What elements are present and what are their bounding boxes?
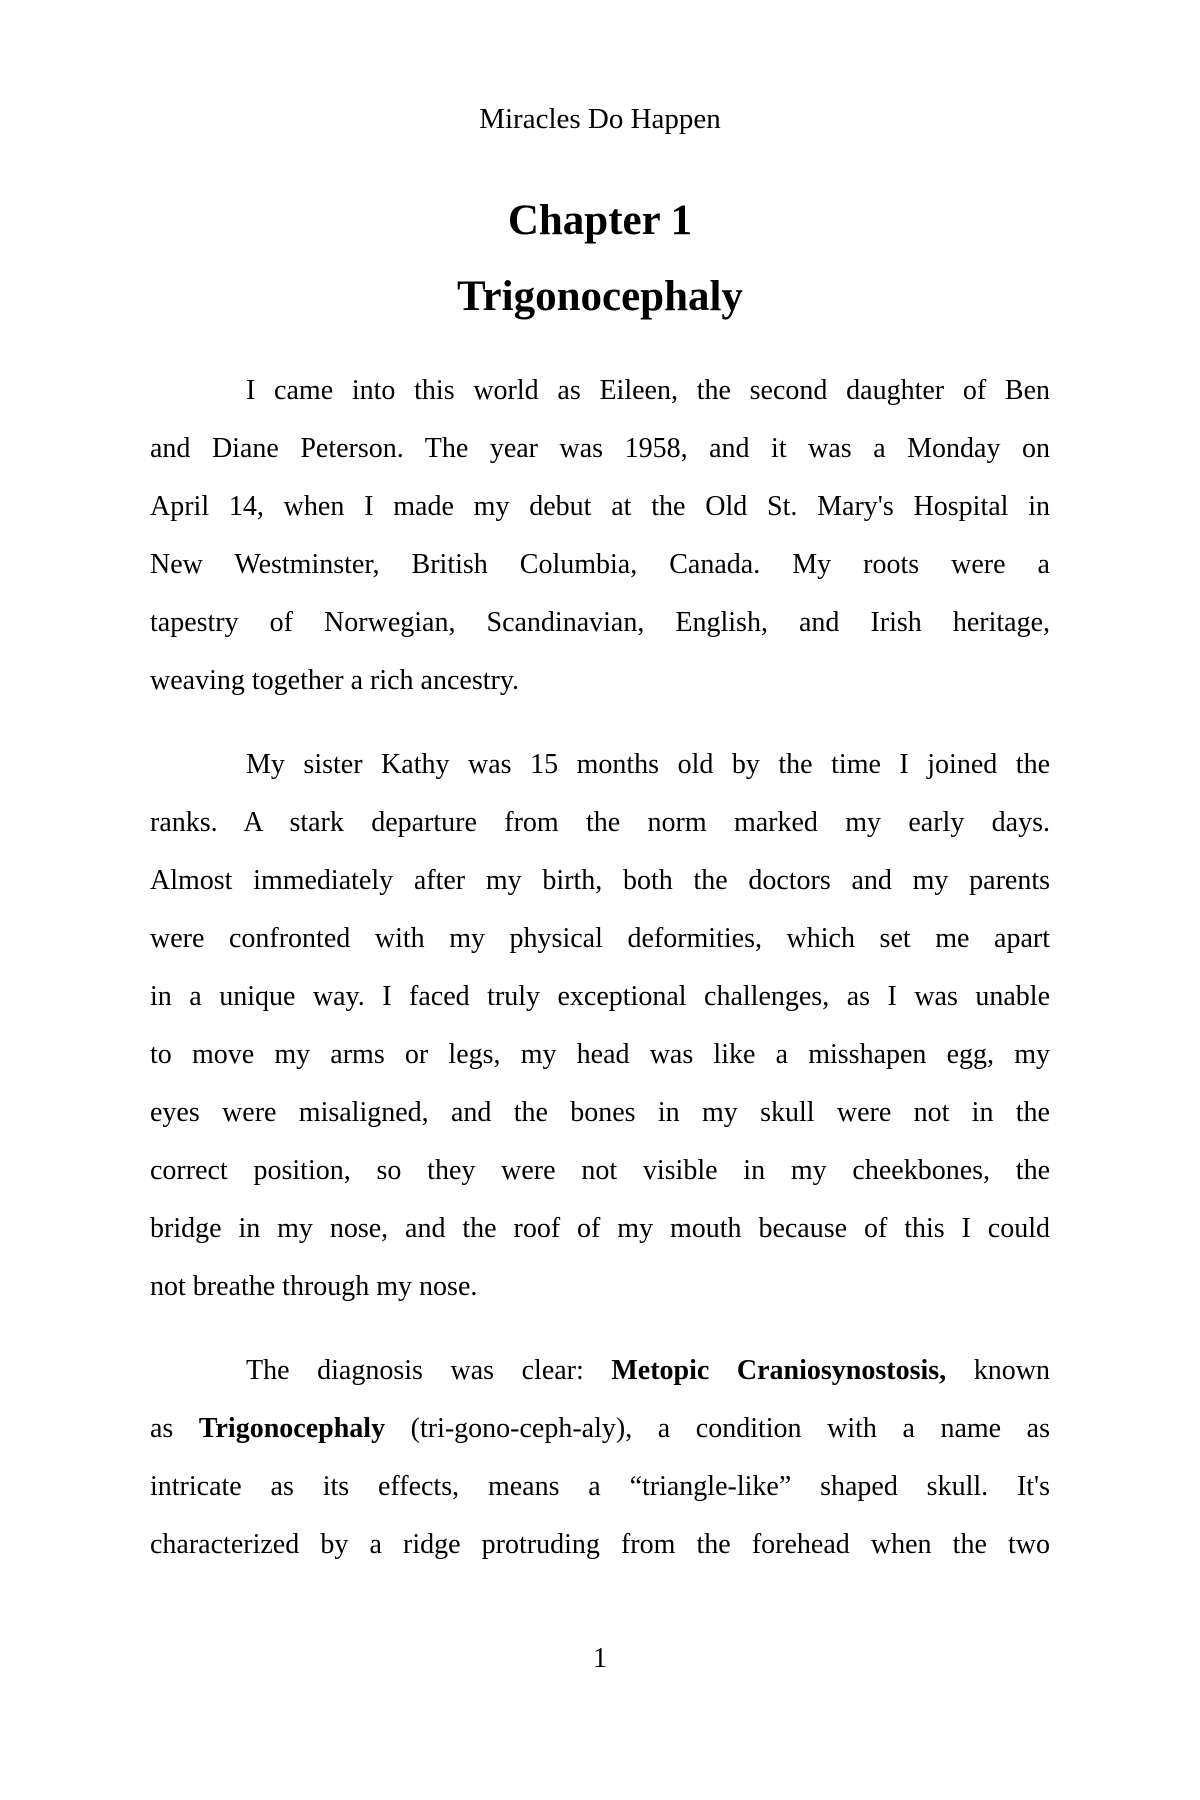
text-line	[150, 1084, 1050, 1142]
bold-text: Metopic Craniosynostosis,	[611, 1355, 947, 1386]
text-line	[150, 594, 1050, 652]
paragraph	[150, 1342, 1050, 1574]
chapter-heading: Chapter 1	[507, 197, 693, 244]
text-line	[150, 1026, 1050, 1084]
chapter-title: Trigonocephaly	[457, 273, 743, 320]
text-segment: and Diane Peterson. The year was 1958, and it was a Monday on	[150, 433, 1050, 464]
text-segment: bridge in my nose, and the roof of my mouth because of this I could	[150, 1213, 1050, 1244]
text-line	[150, 794, 1050, 852]
text-line	[150, 1342, 1050, 1400]
text-segment: weaving together a rich ancestry.	[150, 665, 520, 696]
text-line	[150, 478, 1050, 536]
text-line	[150, 652, 1050, 710]
bold-text: Trigonocephaly	[198, 1413, 386, 1444]
text-line	[150, 736, 1050, 794]
text-segment: Almost immediately after my birth, both the doctors and my parents	[150, 865, 1050, 896]
text-line	[150, 362, 1050, 420]
paragraph	[150, 362, 1050, 710]
text-segment: New Westminster, British Columbia, Canada. My roots were a	[150, 549, 1050, 580]
text-segment: eyes were misaligned, and the bones in my skull were not in the	[150, 1097, 1050, 1128]
text-segment: I came into this world as Eileen, the second daughter of Ben	[246, 375, 1050, 406]
text-line	[150, 1200, 1050, 1258]
running-title: Miracles Do Happen	[479, 103, 721, 135]
text-segment: The diagnosis was clear:	[246, 1355, 612, 1386]
text-line	[150, 852, 1050, 910]
text-line	[150, 1516, 1050, 1574]
text-line	[150, 420, 1050, 478]
text-line	[150, 1400, 1050, 1458]
page-number: 1	[593, 1643, 607, 1674]
text-segment: known	[946, 1355, 1050, 1386]
text-segment: My sister Kathy was 15 months old by the time I joined the	[246, 749, 1050, 780]
text-segment: intricate as its effects, means a “triangle-like” shaped skull. It's	[150, 1471, 1050, 1502]
text-line	[150, 1258, 1050, 1316]
text-segment: characterized by a ridge protruding from the forehead when the two	[150, 1529, 1050, 1560]
text-line	[150, 1142, 1050, 1200]
text-segment: as	[150, 1413, 199, 1444]
text-line	[150, 536, 1050, 594]
text-segment: ranks. A stark departure from the norm marked my early days.	[150, 807, 1050, 838]
text-segment: not breathe through my nose.	[150, 1271, 478, 1302]
text-segment: tapestry of Norwegian, Scandinavian, English, and Irish heritage,	[150, 607, 1050, 638]
text-segment: (tri-gono-ceph-aly), a condition with a name as	[385, 1413, 1050, 1444]
text-segment: April 14, when I made my debut at the Old St. Mary's Hospital in	[150, 491, 1050, 522]
text-line	[150, 1458, 1050, 1516]
text-line	[150, 968, 1050, 1026]
text-segment: were confronted with my physical deformities, which set me apart	[150, 923, 1050, 954]
text-segment: in a unique way. I faced truly exceptional challenges, as I was unable	[150, 981, 1050, 1012]
body-text	[150, 362, 1050, 1600]
text-line	[150, 910, 1050, 968]
text-segment: correct position, so they were not visible in my cheekbones, the	[150, 1155, 1050, 1186]
paragraph	[150, 736, 1050, 1316]
text-segment: to move my arms or legs, my head was like a misshapen egg, my	[150, 1039, 1050, 1070]
